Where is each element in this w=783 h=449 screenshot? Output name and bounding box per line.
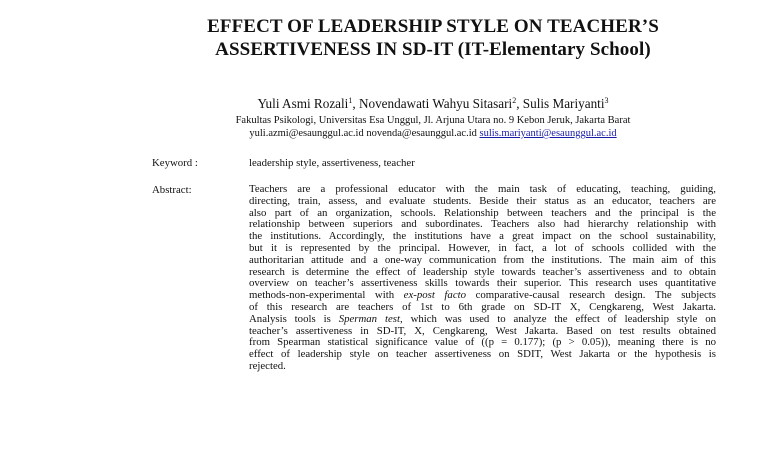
author-emails bbox=[0, 127, 783, 140]
author-list bbox=[0, 96, 783, 112]
abstract-line bbox=[249, 196, 716, 208]
abstract-emphasis: ex-post facto bbox=[403, 290, 467, 302]
abstract-line bbox=[249, 267, 716, 279]
paper-title-line-1: EFFECT OF LEADERSHIP STYLE ON TEACHER’S bbox=[207, 16, 659, 37]
abstract-text: the institutions. Accordingly, the institutions have a great impact on the school sustainability, bbox=[249, 231, 716, 243]
abstract-emphasis: Sperman test bbox=[338, 313, 400, 325]
keywords: leadership style, assertiveness, teacher bbox=[249, 157, 415, 169]
abstract-line bbox=[249, 314, 716, 326]
abstract-text: directing, train, assess, and evaluate students. Beside their status as an educator, teachers are bbox=[249, 195, 716, 207]
author-name: Sulis Mariyanti bbox=[522, 96, 605, 111]
abstract-text: methods-non-experimental with bbox=[249, 290, 404, 302]
abstract-text: teacher’s assertiveness in SD-IT, X, Cengkareng, West Jakarta. Based on test results obtained bbox=[249, 325, 716, 337]
abstract-line bbox=[249, 326, 716, 338]
abstract-line bbox=[249, 208, 716, 220]
emails-plain: yuli.azmi@esaunggul.ac.id novenda@esaunggul.ac.id bbox=[249, 128, 477, 139]
abstract-text: of this research are teachers of 1st to 6th grade on SD-IT X, Cengkareng, West Jakarta. bbox=[249, 301, 716, 313]
author-separator: , bbox=[516, 96, 523, 111]
author-separator: , bbox=[352, 96, 359, 111]
author-affiliation-mark: 1 bbox=[348, 96, 353, 105]
abstract-text: effect of leadership style on teacher assertiveness on SDIT, West Jakarta or the hypothesis is bbox=[249, 349, 716, 361]
paper-title bbox=[0, 15, 783, 61]
email-link[interactable]: sulis.mariyanti@esaunggul.ac.id bbox=[479, 128, 617, 139]
abstract-text: also part of an organization, schools. Relationship between teachers and the principal is the bbox=[249, 207, 716, 219]
author-affiliation-mark: 3 bbox=[604, 96, 609, 105]
abstract-line bbox=[249, 302, 716, 314]
abstract-body bbox=[249, 184, 716, 373]
abstract-text: relationship between superiors and subordinates. Teachers also had hierarchy relationship with bbox=[249, 219, 716, 231]
keyword-label: Keyword : bbox=[152, 157, 198, 169]
abstract-line bbox=[249, 255, 716, 267]
abstract-text: Teachers are a professional educator with the main task of educating, teaching, guiding, bbox=[249, 184, 716, 195]
affiliation: Fakultas Psikologi, Universitas Esa Unggul, Jl. Arjuna Utara no. 9 Kebon Jeruk, Jakarta Barat bbox=[235, 115, 631, 126]
author-name: Yuli Asmi Rozali bbox=[257, 96, 349, 111]
abstract-line bbox=[249, 290, 716, 302]
author-name: Novendawati Wahyu Sitasari bbox=[358, 96, 513, 111]
abstract-text: but it is represented by the principal. However, in fact, a lot of schools collided with the bbox=[249, 242, 716, 254]
abstract-text: , which was used to analyze the effect of leadership style on bbox=[399, 313, 716, 325]
author-affiliation-mark: 2 bbox=[512, 96, 517, 105]
abstract-line bbox=[249, 231, 716, 243]
abstract-line bbox=[249, 219, 716, 231]
paper-title-line-2: ASSERTIVENESS IN SD-IT (IT-Elementary School) bbox=[215, 39, 651, 60]
abstract-line bbox=[249, 184, 716, 196]
abstract-line bbox=[249, 337, 716, 349]
abstract-text: overview on teacher’s assertiveness skills towards their superior. This research uses quantitative bbox=[249, 278, 716, 290]
abstract-label: Abstract: bbox=[152, 184, 192, 196]
abstract-text: from Spearman statistical significance value of ((p = 0.177); (p > 0.05)), meaning there is no bbox=[249, 337, 716, 349]
abstract-text: research is determine the effect of leadership style towards teacher’s assertiveness and to obtain bbox=[249, 266, 716, 278]
abstract-text: rejected. bbox=[249, 360, 286, 372]
abstract-line bbox=[249, 361, 716, 373]
abstract-line bbox=[249, 278, 716, 290]
abstract-text: comparative-causal research design. The subjects bbox=[466, 290, 716, 302]
abstract-line bbox=[249, 243, 716, 255]
abstract-text: authoritarian attitude and a one-way communication from the institutions. The main aim of this bbox=[249, 254, 716, 266]
abstract-line bbox=[249, 349, 716, 361]
abstract-text: Analysis tools is bbox=[249, 313, 339, 325]
